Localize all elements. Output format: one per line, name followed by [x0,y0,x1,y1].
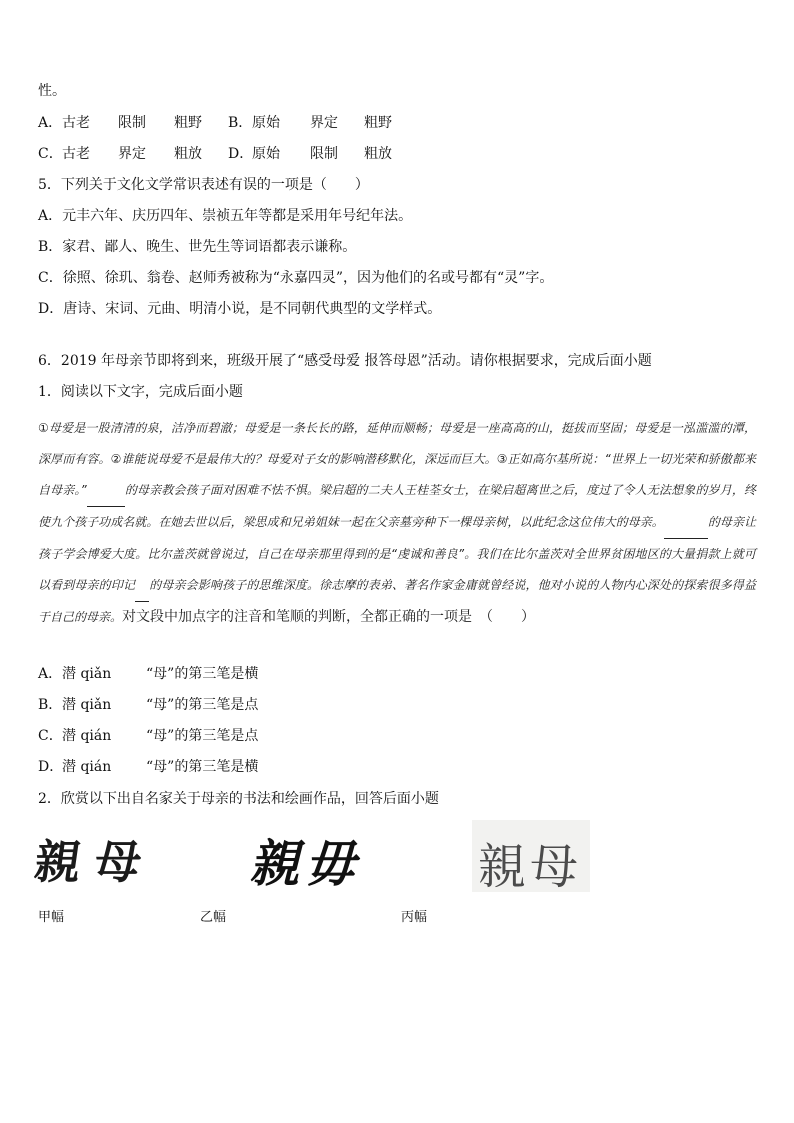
q4-option-c-item: 界定 [118,146,146,162]
option-letter: B． [38,697,63,713]
calligraphy-bing-panel [472,820,590,892]
reading-passage [38,413,756,633]
q4-option-d-item: 限制 [310,146,338,162]
q5-option-c[interactable]: C．徐照、徐玑、翁卷、赵师秀被称为“永嘉四灵”，因为他们的名或号都有“灵”字。 [38,270,554,286]
q6-sub1-title: 1．阅读以下文字，完成后面小题 [38,384,243,400]
q4-option-a-item: 古老 [62,115,90,131]
q5-stem: 5．下列关于文化文学常识表述有误的一项是（ ） [38,177,369,193]
q4-option-a-item: 粗野 [174,115,202,131]
option-stroke: “母”的第三笔是点 [146,728,259,744]
option-pinyin: 潜 qián [62,728,112,744]
q4-option-b-item: 粗野 [364,115,392,131]
option-letter: D． [38,759,64,775]
calligraphy-jia: 親母 [31,835,159,889]
calligraphy-bing: 親母 [478,839,583,892]
caption-jia: 甲幅 [38,910,65,925]
caption-bing: 丙幅 [401,910,428,925]
prev-question-tail: 性。 [38,83,66,99]
option-stroke: “母”的第三笔是点 [146,697,259,713]
passage-part-3: 的母亲让孩子学会博爱大度。比尔盖茨就曾说过，自己在母亲那里得到的是“虔诚和善良”。我们在比尔盖茨对全世界贫困地区的大量捐款上就可以看到母亲的印记 [38,515,756,592]
passage-part-2: 的母亲教会孩子面对困难不怯不惧。梁启超的二夫人王桂荃女士，在梁启超离世之后，度过了令人无法想象的岁月，终使九个孩子功成名就。在她去世以后，梁思成和兄弟姐妹一起在父亲墓旁种下一棵母亲树，以此纪念这位伟大的母亲。 [38,483,756,529]
caption-yi: 乙幅 [200,910,227,925]
fill-blank-2[interactable] [664,507,708,539]
calligraphy-yi: 親毋 [246,835,373,893]
option-letter: A． [38,666,63,682]
q5-option-d[interactable]: D．唐诗、宋词、元曲、明清小说，是不同朝代典型的文学样式。 [38,301,442,317]
option-pinyin: 潜 qián [62,759,112,775]
q4-option-c-letter[interactable]: C． [38,146,63,162]
q5-option-a[interactable]: A．元丰六年、庆历四年、崇祯五年等都是采用年号纪年法。 [38,208,413,224]
option-stroke: “母”的第三笔是横 [146,666,259,682]
q4-option-b-letter[interactable]: B． [228,115,253,131]
option-pinyin: 潜 qiǎn [62,697,112,713]
passage-part-1: ①母爱是一股清清的泉，洁净而碧澈；母爱是一条长长的路，延伸而顺畅；母爱是一座高高的山，挺拔而坚固；母爱是一泓滥滥的潭，深厚而有容。②谁能说母爱不是最伟大的？母爱对子女的影响潜移默化，深远而巨大。③正如高尔基所说：“世界上一切光荣和骄傲都来自母亲。” [38,421,756,497]
passage-part-4: 的母亲会影响孩子的思维深度。徐志摩的表弟、著名作家金庸就曾经说，他对小说的人物内心深处的探索很多得益于自己的母亲。 [38,578,756,624]
sub1-question: 对文段中加点字的注音和笔顺的判断，全都正确的一项是 （ ） [122,609,536,625]
q6-stem: 6．2019 年母亲节即将到来，班级开展了“感受母爱 报答母恩”活动。请你根据要求，完成后面小题 [38,353,652,369]
q5-option-b[interactable]: B．家君、鄙人、晚生、世先生等词语都表示谦称。 [38,239,357,255]
q6-sub2-title: 2．欣赏以下出自名家关于母亲的书法和绘画作品，回答后面小题 [38,791,439,807]
q4-option-d-item: 粗放 [364,146,392,162]
q4-option-d-letter[interactable]: D． [228,146,254,162]
q4-option-b-item: 界定 [310,115,338,131]
fill-blank-1[interactable] [87,475,125,507]
q4-option-b-item: 原始 [252,115,280,131]
q4-option-a-letter[interactable]: A． [38,115,63,131]
q4-option-c-item: 古老 [62,146,90,162]
q4-option-d-item: 原始 [252,146,280,162]
q4-option-a-item: 限制 [118,115,146,131]
fill-blank-3[interactable] [135,570,149,602]
option-stroke: “母”的第三笔是横 [146,759,259,775]
option-letter: C． [38,728,63,744]
option-pinyin: 潜 qiǎn [62,666,112,682]
q4-option-c-item: 粗放 [174,146,202,162]
